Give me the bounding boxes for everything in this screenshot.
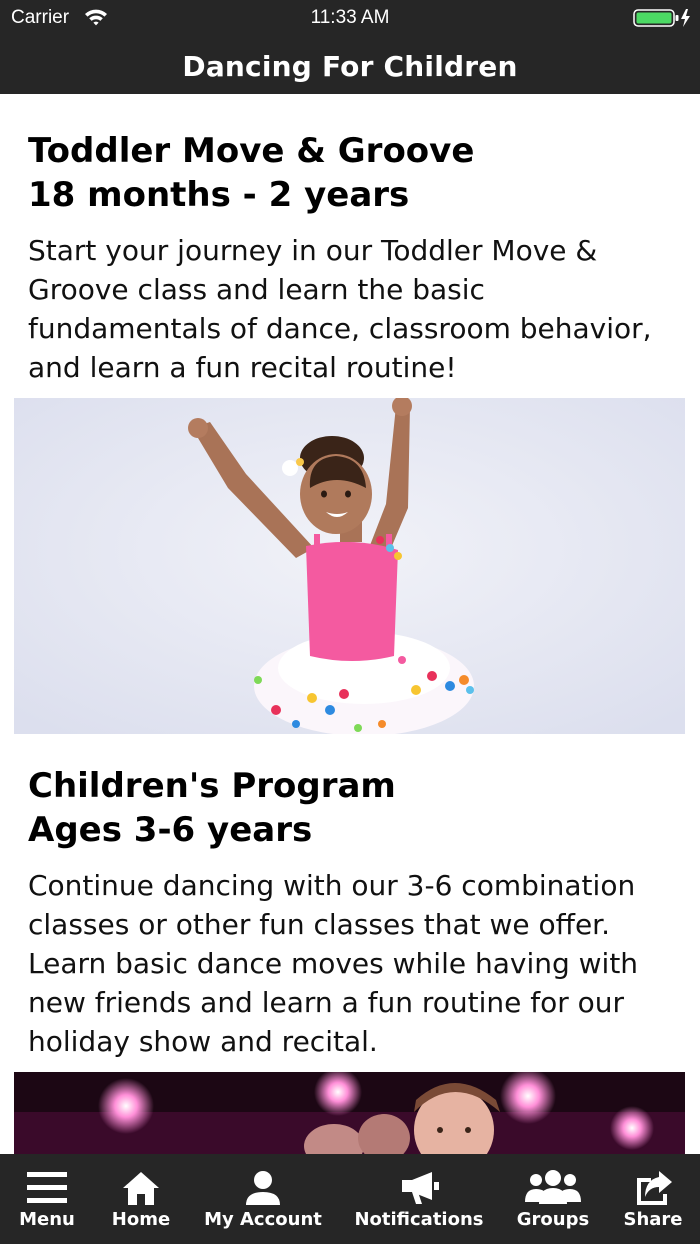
- description-line: Groove class and learn the basic: [28, 273, 485, 306]
- description-line: classes or other fun classes that we offer.: [28, 908, 611, 941]
- section-description-toddler: [28, 231, 678, 387]
- bottom-tab-bar: [0, 1154, 700, 1244]
- section-title-line: Children's Program: [28, 766, 396, 806]
- tab-label: Share: [623, 1209, 683, 1230]
- description-line: new friends and learn a fun routine for our: [28, 986, 625, 1019]
- groups-icon: [524, 1170, 582, 1206]
- tab-label: My Account: [204, 1209, 322, 1230]
- section-subtitle-line: Ages 3-6 years: [28, 810, 313, 850]
- page-title: Dancing For Children: [182, 50, 518, 83]
- section-description-children: [28, 866, 678, 1061]
- content-scroll-area[interactable]: [0, 94, 700, 1154]
- section-subtitle-line: 18 months - 2 years: [28, 175, 410, 215]
- description-line: fundamentals of dance, classroom behavior,: [28, 312, 652, 345]
- section-title-toddler: [28, 129, 678, 217]
- description-line: Start your journey in our Toddler Move &: [28, 234, 598, 267]
- description-line: Continue dancing with our 3-6 combination: [28, 869, 636, 902]
- carrier-label: Carrier: [11, 7, 70, 28]
- status-time: 11:33 AM: [310, 7, 390, 28]
- description-line: and learn a fun recital routine!: [28, 351, 457, 384]
- tab-my-account[interactable]: [196, 1154, 330, 1244]
- share-icon: [633, 1170, 673, 1206]
- section-title-line: Toddler Move & Groove: [28, 131, 475, 171]
- tab-groups[interactable]: [504, 1154, 602, 1244]
- toddler-dancer-photo: [14, 398, 685, 734]
- menu-icon: [26, 1170, 68, 1206]
- section-title-children: [28, 764, 678, 852]
- battery-charging-icon: [633, 8, 693, 28]
- user-icon: [244, 1170, 282, 1206]
- tab-label: Home: [111, 1209, 171, 1230]
- tab-menu[interactable]: [0, 1154, 94, 1244]
- top-bar: [0, 0, 700, 94]
- tab-label: Notifications: [354, 1209, 484, 1230]
- description-line: holiday show and recital.: [28, 1025, 378, 1058]
- tab-home[interactable]: [94, 1154, 188, 1244]
- children-stage-photo: [14, 1072, 685, 1154]
- status-bar: [0, 0, 700, 36]
- description-line: Learn basic dance moves while having with: [28, 947, 639, 980]
- tab-label: Groups: [516, 1209, 590, 1230]
- tab-notifications[interactable]: [348, 1154, 490, 1244]
- home-icon: [122, 1170, 160, 1206]
- tab-label: Menu: [19, 1209, 75, 1230]
- tab-share[interactable]: [606, 1154, 700, 1244]
- megaphone-icon: [400, 1170, 440, 1206]
